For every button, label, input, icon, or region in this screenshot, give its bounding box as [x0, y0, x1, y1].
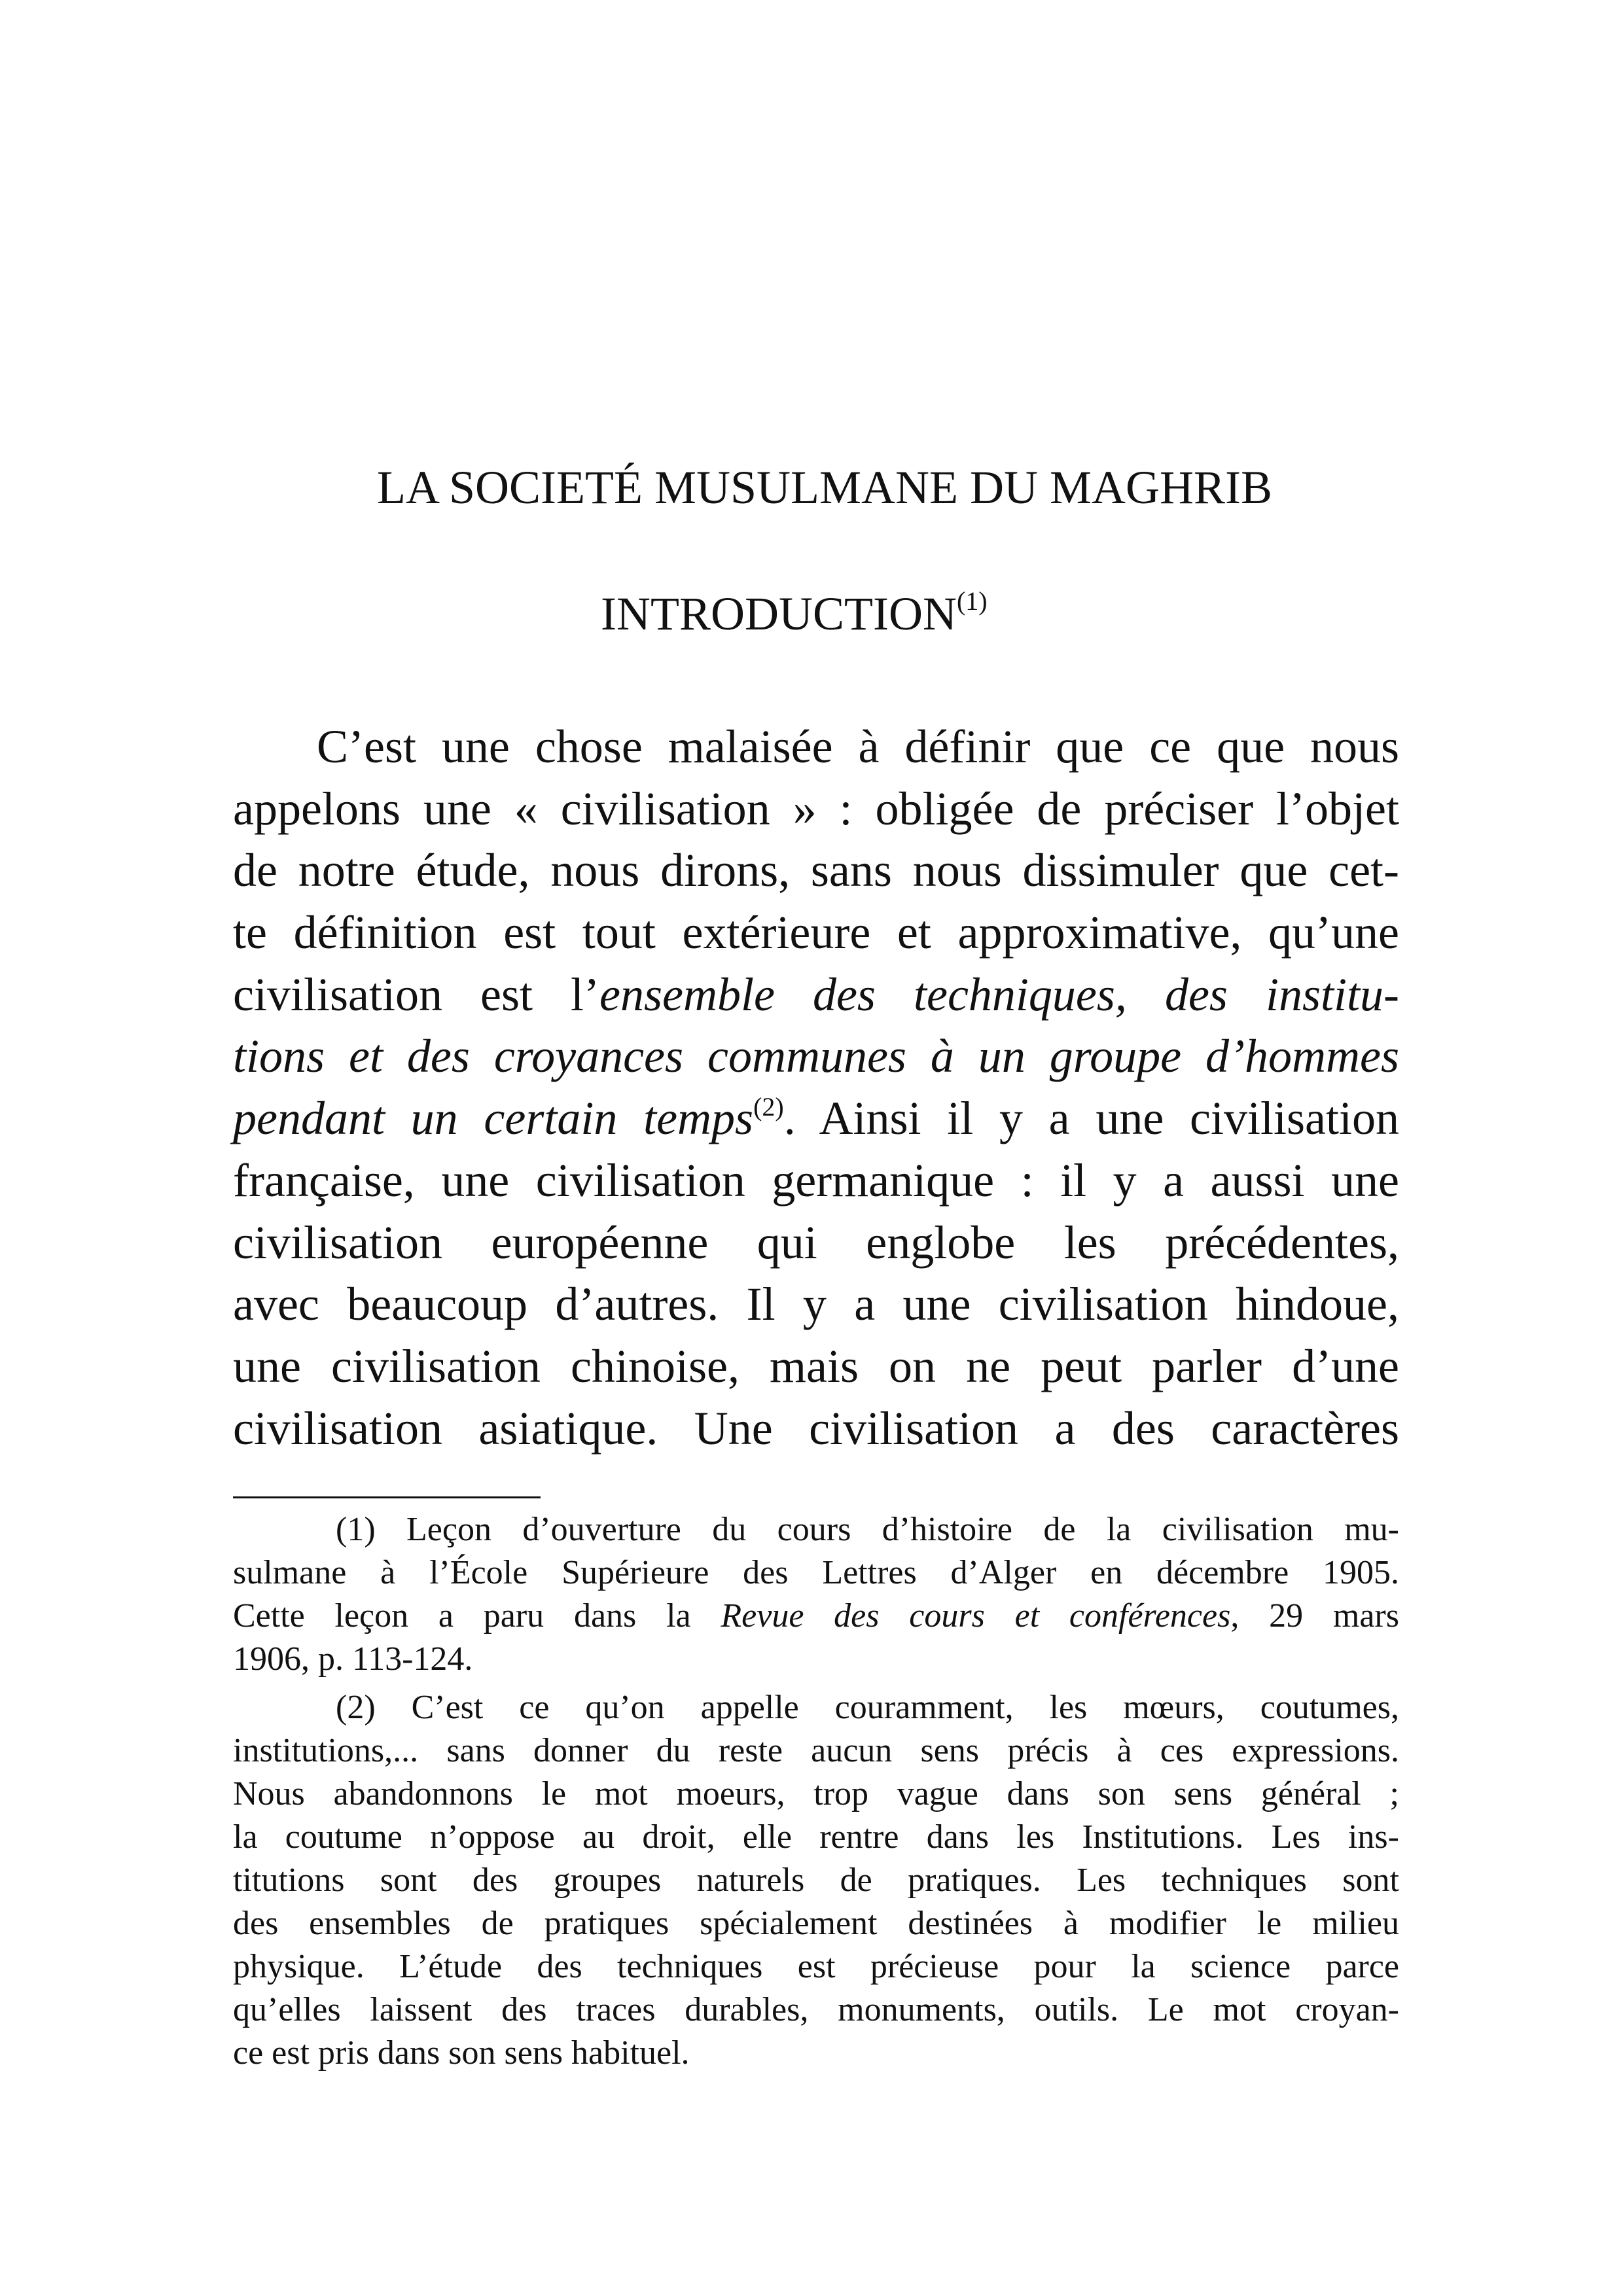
text-run: te définition est tout extérieure et approximative, qu’une	[233, 906, 1399, 959]
text-run: la coutume n’oppose au droit, elle rentre dans les Institutions. Les ins-	[233, 1818, 1399, 1856]
text-line	[233, 1398, 1399, 1460]
text-line	[233, 1859, 1399, 1902]
text-run: institutions,... sans donner du reste aucun sens précis à ces expressions.	[233, 1732, 1399, 1769]
text-line	[233, 1638, 1399, 1681]
text-run: titutions sont des groupes naturels de pratiques. Les techniques sont	[233, 1862, 1399, 1899]
footnotes	[233, 1508, 1399, 2075]
text-line	[233, 716, 1399, 778]
text-line	[233, 1595, 1399, 1638]
text-line	[233, 778, 1399, 840]
text-line	[233, 839, 1399, 902]
text-run: une civilisation chinoise, mais on ne peut parler d’une	[233, 1339, 1399, 1392]
text-run: sulmane à l’École Supérieure des Lettres d’Alger en décembre 1905.	[233, 1554, 1399, 1591]
text-run: 1906, p. 113-124.	[233, 1640, 473, 1678]
text-run: française, une civilisation germanique : il y a aussi une	[233, 1154, 1399, 1207]
text-run: . Ainsi il y a une civilisation	[783, 1092, 1399, 1145]
text-run: civilisation est l’	[233, 968, 600, 1021]
text-line	[233, 1773, 1399, 1816]
text-run: qu’elles laissent des traces durables, monuments, outils. Le mot croyan-	[233, 1991, 1399, 2028]
footnote-separator	[233, 1496, 541, 1498]
text-run: , 29 mars	[1230, 1597, 1399, 1634]
text-line	[233, 902, 1399, 964]
heading-text: INTRODUCTION	[601, 588, 957, 640]
text-line	[233, 1686, 1399, 1729]
text-run: (2) C’est ce qu’on appelle couramment, les mœurs, coutumes,	[336, 1689, 1399, 1726]
section-heading	[601, 584, 988, 650]
text-run: appelons une « civilisation » : obligée de préciser l’objet	[233, 782, 1399, 835]
italic-text: ensemble des techniques, des institu-	[599, 968, 1399, 1021]
text-line	[233, 1551, 1399, 1595]
text-line	[233, 1729, 1399, 1773]
text-line	[233, 1150, 1399, 1212]
text-line	[233, 1988, 1399, 2032]
text-run: avec beaucoup d’autres. Il y a une civilisation hindoue,	[233, 1278, 1399, 1331]
text-run: de notre étude, nous dirons, sans nous dissimuler que cet-	[233, 844, 1399, 897]
text-line	[233, 1816, 1399, 1859]
text-line	[233, 1945, 1399, 1988]
text-line	[233, 1212, 1399, 1274]
text-run: C’est une chose malaisée à définir que ce que nous	[317, 720, 1399, 773]
text-run: civilisation européenne qui englobe les précédentes,	[233, 1216, 1399, 1269]
page-title: LA SOCIETÉ MUSULMANE DU MAGHRIB	[376, 461, 1273, 514]
footnote-ref: (2)	[753, 1092, 784, 1122]
text-line	[233, 1025, 1399, 1087]
text-line	[233, 1902, 1399, 1945]
body-text	[233, 716, 1399, 1459]
footnote-ref: (1)	[956, 586, 988, 616]
italic-text: pendant un certain temps	[233, 1092, 754, 1145]
italic-text: Revue des cours et conférences	[721, 1597, 1231, 1634]
italic-text: tions et des croyances communes à un groupe d’hommes	[233, 1030, 1399, 1083]
text-run: des ensembles de pratiques spécialement destinées à modifier le milieu	[233, 1905, 1399, 1942]
text-run: ce est pris dans son sens habituel.	[233, 2034, 690, 2072]
text-line	[233, 2032, 1399, 2075]
text-line	[233, 1273, 1399, 1335]
text-line	[233, 964, 1399, 1026]
text-run: Nous abandonnons le mot moeurs, trop vague dans son sens général ;	[233, 1775, 1399, 1812]
text-run: physique. L’étude des techniques est précieuse pour la science parce	[233, 1948, 1399, 1985]
text-run: (1) Leçon d’ouverture du cours d’histoire de la civilisation mu-	[336, 1511, 1399, 1548]
text-line	[233, 1335, 1399, 1398]
text-run: civilisation asiatique. Une civilisation a des caractères	[233, 1402, 1399, 1455]
text-line	[233, 1508, 1399, 1551]
text-line	[233, 1087, 1399, 1150]
text-run: Cette leçon a paru dans la	[233, 1597, 721, 1634]
